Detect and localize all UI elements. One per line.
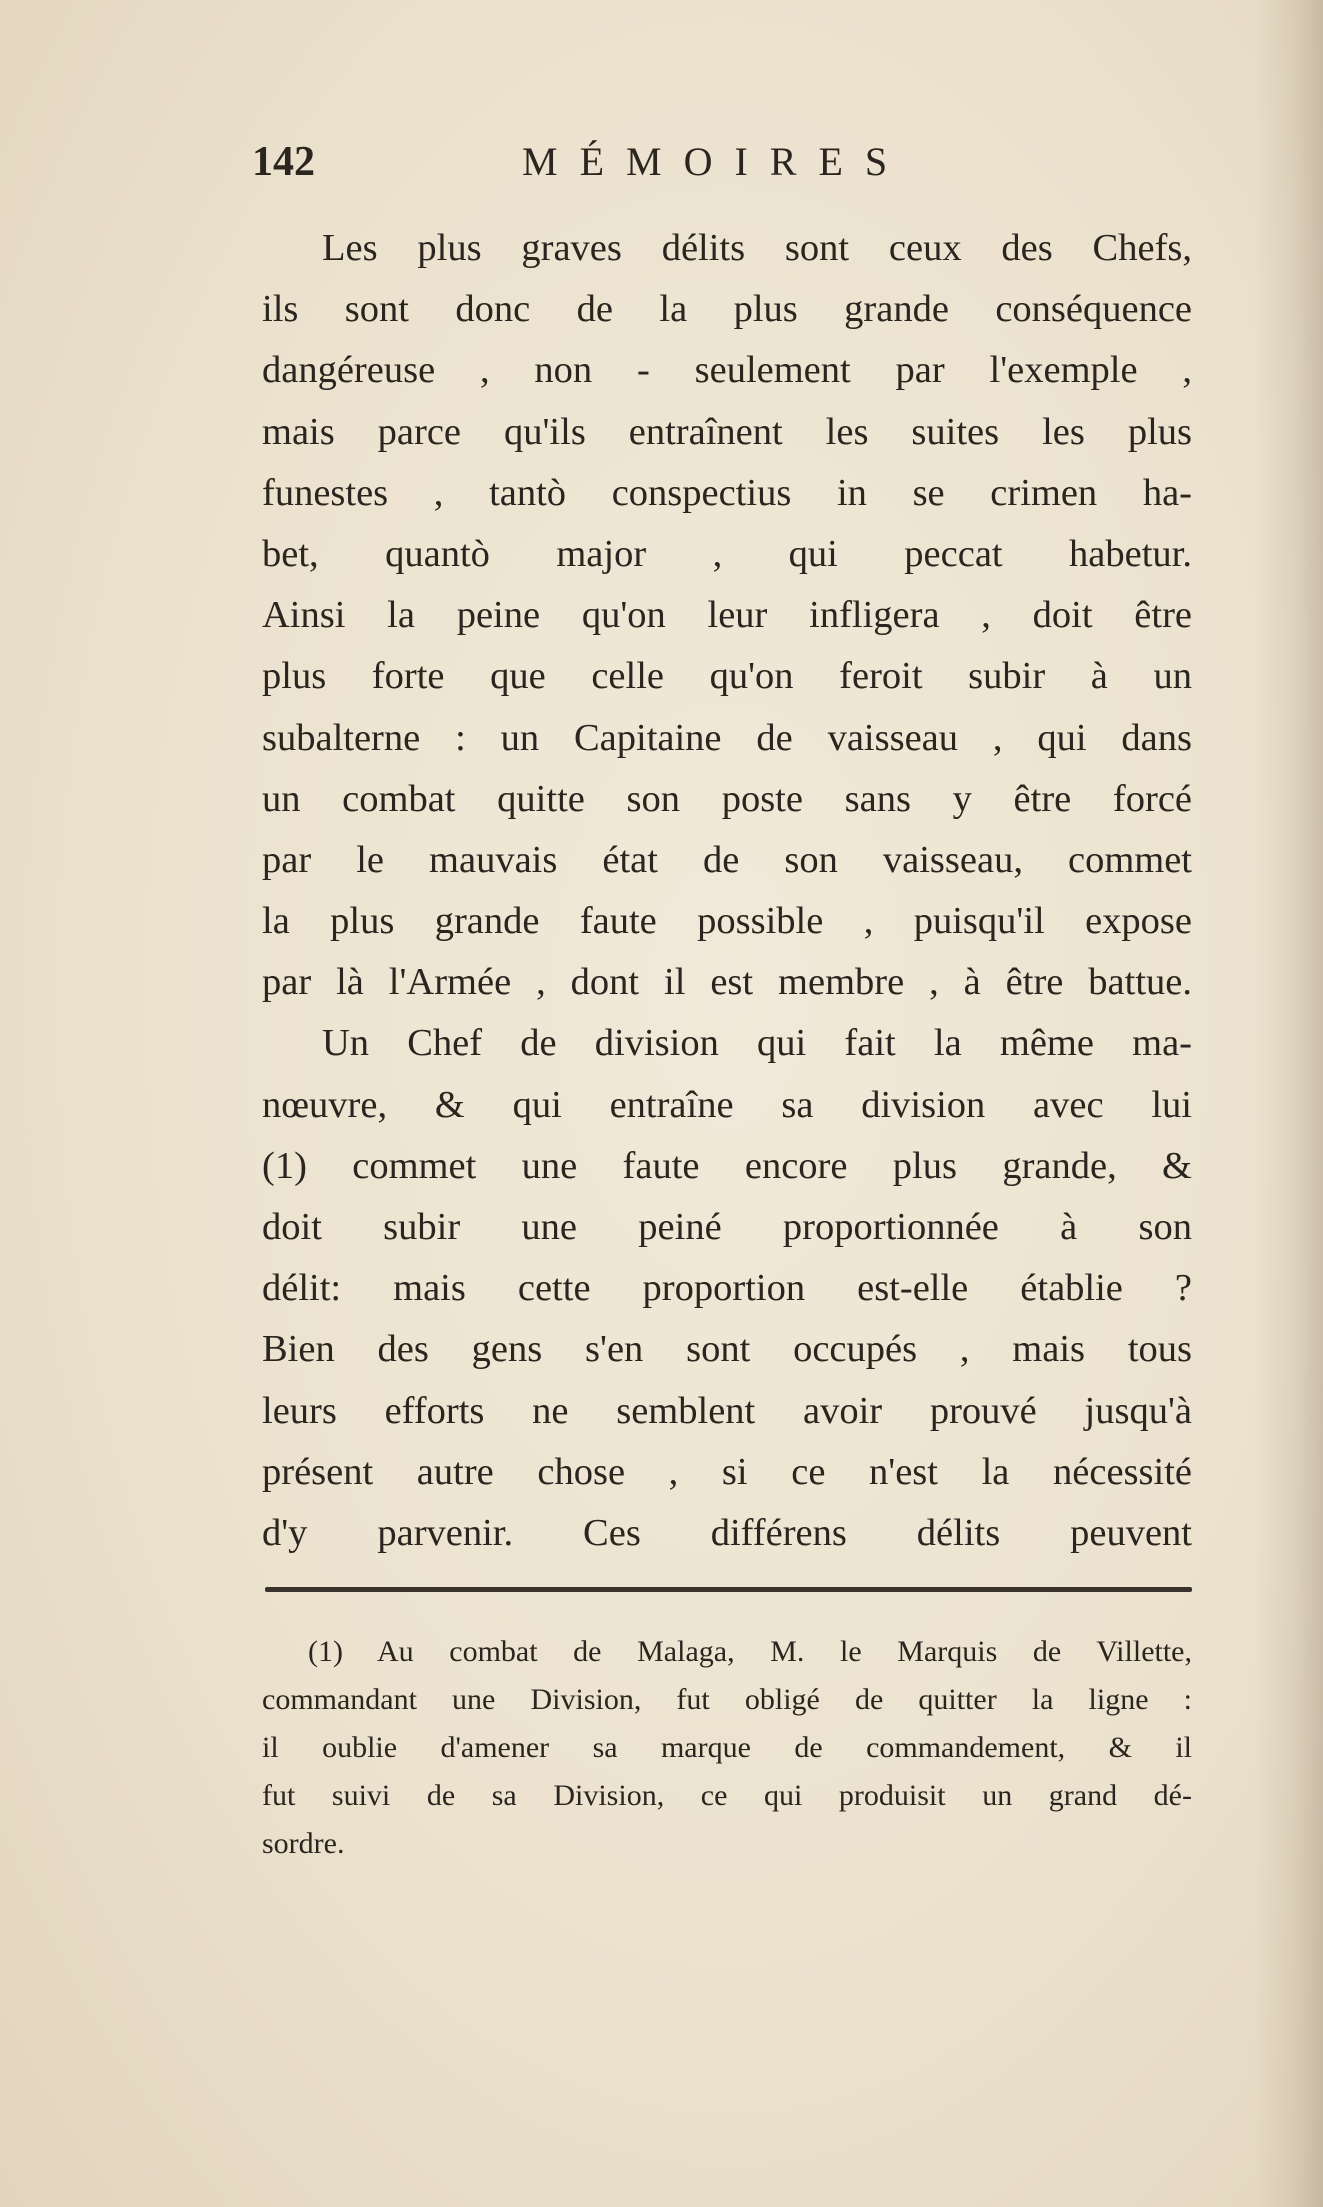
footnote-line: commandant une Division, fut obligé de quitter la ligne : — [262, 1683, 1192, 1716]
text-line: la plus grande faute possible , puisqu'il expose — [262, 900, 1192, 943]
text-line: funestes , tantò conspectius in se crimen ha- — [262, 471, 1192, 514]
text-line: Les plus graves délits sont ceux des Chefs, — [322, 227, 1192, 269]
text-line: présent autre chose , si ce n'est la nécessité — [262, 1450, 1192, 1493]
text-line: par là l'Armée , dont il est membre , à être battue. — [262, 961, 1192, 1004]
text-line: Ainsi la peine qu'on leur infligera , doit être — [262, 594, 1192, 637]
footnote-line: il oublie d'amener sa marque de commandement, & il — [262, 1731, 1192, 1764]
footnote-rule — [265, 1587, 1192, 1592]
footnote-line: sordre. — [262, 1827, 345, 1860]
text-line: Bien des gens s'en sont occupés , mais tous — [262, 1328, 1192, 1371]
text-line: ils sont donc de la plus grande conséquence — [262, 288, 1192, 331]
text-line: leurs efforts ne semblent avoir prouvé jusqu'à — [262, 1389, 1192, 1432]
text-line: (1) commet une faute encore plus grande, & — [262, 1144, 1192, 1187]
running-head: MÉMOIRES — [522, 139, 910, 184]
page-edge-shadow — [1253, 0, 1323, 2207]
page-header — [252, 138, 1192, 198]
footnote — [262, 1628, 1192, 1868]
text-line: nœuvre, & qui entraîne sa division avec lui — [262, 1083, 1192, 1126]
text-line: Un Chef de division qui fait la même ma- — [322, 1022, 1192, 1065]
text-line: dangéreuse , non - seulement par l'exemple , — [262, 349, 1192, 392]
page-number: 142 — [252, 139, 315, 185]
text-line: plus forte que celle qu'on feroit subir à un — [262, 655, 1192, 698]
text-line: un combat quitte son poste sans y être forcé — [262, 777, 1192, 820]
text-line: d'y parvenir. Ces différens délits peuvent — [262, 1511, 1192, 1554]
text-line: délit: mais cette proportion est-elle établie ? — [262, 1267, 1192, 1310]
text-line: mais parce qu'ils entraînent les suites les plus — [262, 410, 1192, 453]
footnote-line: fut suivi de sa Division, ce qui produisit un grand dé- — [262, 1779, 1192, 1812]
text-line: subalterne : un Capitaine de vaisseau , qui dans — [262, 716, 1192, 759]
body-text — [262, 218, 1192, 1564]
text-line: doit subir une peiné proportionnée à son — [262, 1206, 1192, 1248]
text-line: par le mauvais état de son vaisseau, commet — [262, 838, 1192, 881]
text-line: bet, quantò major , qui peccat habetur. — [262, 532, 1192, 575]
footnote-line: (1) Au combat de Malaga, M. le Marquis de Villette, — [308, 1635, 1192, 1668]
